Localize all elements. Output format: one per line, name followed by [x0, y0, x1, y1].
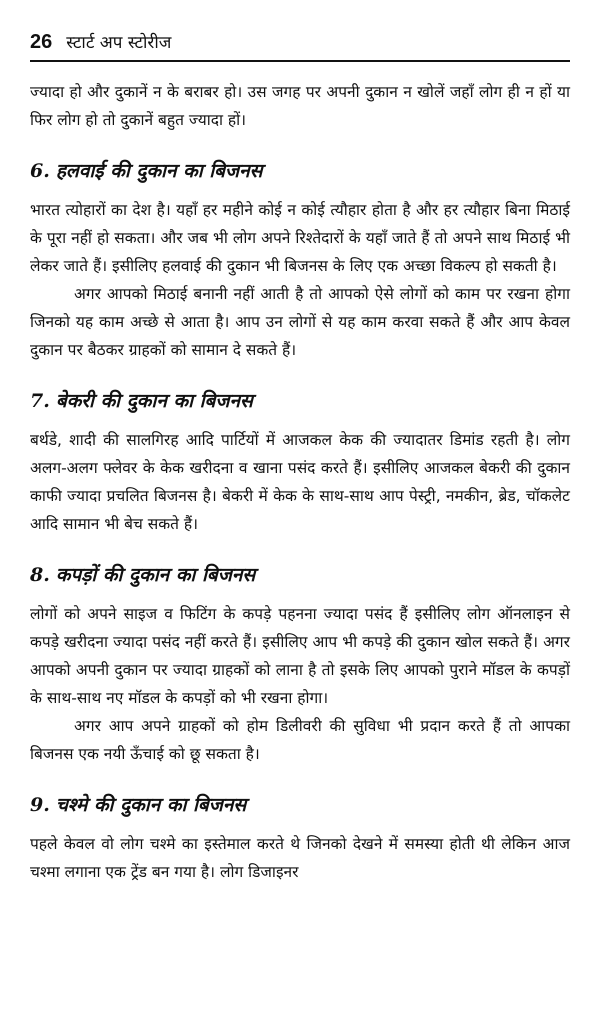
intro-paragraph: ज्यादा हो और दुकानें न के बराबर हो। उस जगह पर अपनी दुकान न खोलें जहाँ लोग ही न हों या फिर लोग हो तो दुकानें बहुत ज्यादा हों।	[30, 83, 570, 129]
section-title: चश्मे की दुकान का बिजनस	[55, 794, 247, 816]
section-6-paragraph-2: अगर आपको मिठाई बनानी नहीं आती है तो आपको ऐसे लोगों को काम पर रखना होगा जिनको यह काम अच्छे से आता है। आप उन लोगों से यह काम करवा सकते हैं और आप केवल दुकान पर बैठकर ग्राहकों को सामान दे सकते हैं।	[30, 285, 570, 359]
section-number: 8.	[30, 564, 50, 586]
section-6-paragraph-1: भारत त्योहारों का देश है। यहाँ हर महीने कोई न कोई त्यौहार होता है और हर त्यौहार बिना मिठाई के पूरा नहीं हो सकता। और जब भी लोग अपने रिश्तेदारों के यहाँ जाते हैं तो अपने साथ मिठाई भी लेकर जाते हैं। इसीलिए हलवाई की दुकान भी बिजनस के लिए एक अच्छा विकल्प हो सकती है।	[30, 201, 570, 275]
section-title: हलवाई की दुकान का बिजनस	[55, 160, 263, 182]
section-8-paragraph-2: अगर आप अपने ग्राहकों को होम डिलीवरी की सुविधा भी प्रदान करते हैं तो आपका बिजनस एक नयी ऊँचाई को छू सकता है।	[30, 717, 570, 763]
book-page	[30, 30, 570, 886]
section-7-paragraph-1: बर्थडे, शादी की सालगिरह आदि पार्टियों में आजकल केक की ज्यादातर डिमांड रहती है। लोग अलग-अलग फ्लेवर के केक खरीदना व खाना पसंद करते हैं। इसीलिए आजकल बेकरी की दुकान काफी ज्यादा प्रचलित बिजनस है। बेकरी में केक के साथ-साथ आप पेस्ट्री, नमकीन, ब्रेड, चॉकलेट आदि सामान भी बेच सकते हैं।	[30, 431, 570, 533]
book-title: स्टार्ट अप स्टोरीज	[66, 33, 172, 53]
section-heading-7	[30, 388, 570, 414]
section-heading-9	[30, 792, 570, 818]
running-head	[30, 30, 570, 62]
section-9-paragraph-1: पहले केवल वो लोग चश्मे का इस्तेमाल करते थे जिनको देखने में समस्या होती थी लेकिन आज चश्मा लगाना एक ट्रेंड बन गया है। लोग डिजाइनर	[30, 835, 570, 881]
section-heading-6	[30, 158, 570, 184]
section-heading-8	[30, 562, 570, 588]
page-number: 26	[30, 31, 53, 53]
section-title: बेकरी की दुकान का बिजनस	[55, 390, 253, 412]
section-8-paragraph-1: लोगों को अपने साइज व फिटिंग के कपड़े पहनना ज्यादा पसंद हैं इसीलिए लोग ऑनलाइन से कपड़े खरीदना ज्यादा पसंद नहीं करते हैं। इसीलिए आप भी कपड़े की दुकान खोल सकते हैं। अगर आपको अपनी दुकान पर ज्यादा ग्राहकों को लाना है तो इसके लिए आपको पुराने मॉडल के कपड़ों के साथ-साथ नए मॉडल के कपड़ों को भी रखना होगा।	[30, 605, 570, 707]
section-number: 9.	[30, 794, 50, 816]
section-number: 7.	[30, 390, 50, 412]
section-title: कपड़ों की दुकान का बिजनस	[55, 564, 256, 586]
section-number: 6.	[30, 160, 50, 182]
